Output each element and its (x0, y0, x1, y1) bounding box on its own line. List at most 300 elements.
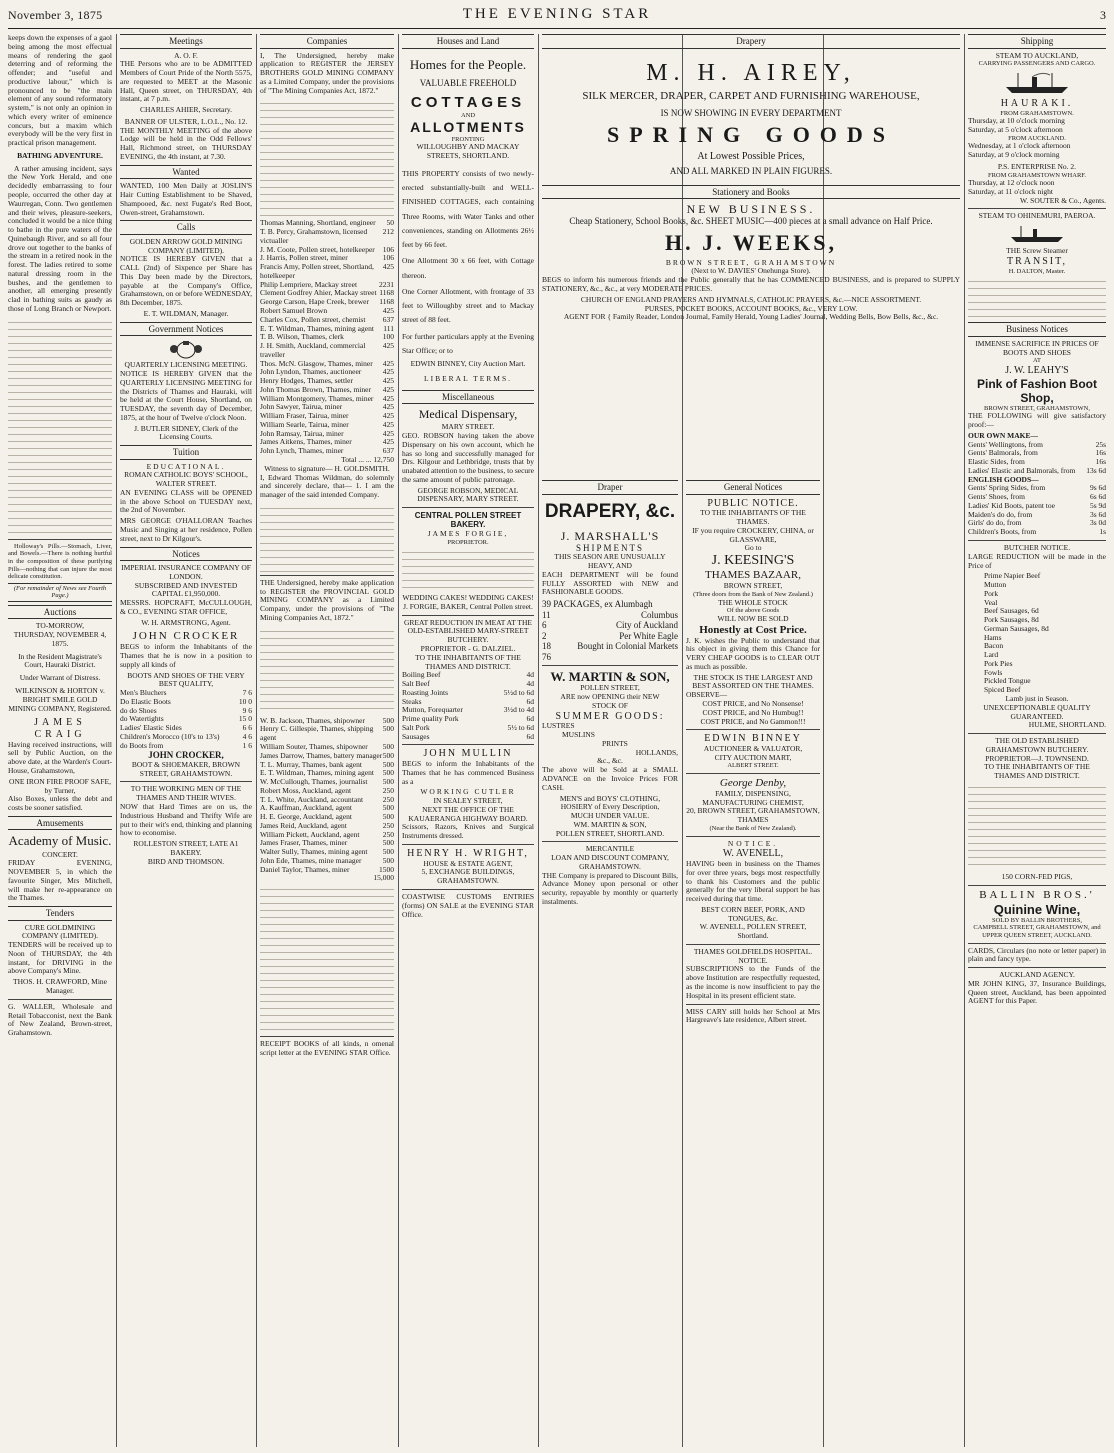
pollen-shortland: POLLEN STREET, SHORTLAND. (555, 828, 665, 838)
tenders-heading: Tenders (8, 906, 112, 921)
shareholder-row: Thomas Manning, Shortland, engineer 50 (260, 218, 394, 228)
bird-thomson: BIRD AND THOMSON. (147, 856, 225, 866)
to-inhabitants: TO THE INHABITANTS OF THE THAMES. (700, 508, 806, 526)
declaration-clauses (260, 502, 394, 572)
steam-auckland: STEAM TO AUCKLAND, (995, 50, 1079, 60)
shareholder-row: Philip Lempriere, Mackay street 2231 (260, 279, 394, 289)
safe-item: ONE IRON FIRE PROOF SAFE, (9, 776, 111, 786)
provincial-application: THE Undersigned, hereby make application to REGISTER the PROVINCIAL GOLD MINING COMPANY as a Limited Company, under the provisions of "The Mining Companies Act, 1872." (260, 577, 394, 622)
butcher-item: Spiced Beef (984, 685, 1021, 695)
meat-row: Salt Pork 5½ to 6d (402, 722, 534, 732)
wildman-signature: E. T. WILDMAN, Manager. (143, 308, 229, 318)
leahy-name: J. W. LEAHY'S (1005, 364, 1069, 376)
declaration: I, Edward Thomas Wildman, do solemnly and sincerely declare, that— 1. I am the manager of the said intended Company. (260, 472, 394, 500)
medical-dispensary: Medical Dispensary, (418, 407, 518, 422)
souter-agents: W. SOUTER & Co., Agents. (1020, 195, 1106, 205)
concert-text: FRIDAY EVENING, NOVEMBER 5, in which the favourite Singer, Mrs Mitchell, will make her re-appearance on the Thames. (8, 858, 112, 903)
price-row: do Boots from 1 6 (120, 740, 252, 750)
educational: EDUCATIONAL. (146, 461, 226, 471)
meat-row: Steaks 6d (402, 696, 534, 706)
following-proof: THE FOLLOWING will give satisfactory proof:— (968, 411, 1106, 430)
hulme: HULME, SHORTLAND. (1028, 720, 1106, 730)
steamship-icon (1002, 71, 1072, 95)
notices-heading: Notices (120, 547, 252, 562)
shareholder-row: James Reid, Auckland, agent 250 (260, 820, 394, 830)
drapery-block (542, 34, 960, 484)
price-row: Ladies' Elastic and Balmorals, from 13s 6d (968, 465, 1106, 475)
golden-arrow: GOLDEN ARROW GOLD MINING COMPANY (LIMITED). (129, 236, 243, 255)
shareholder-row: T. L. White, Auckland, accountant 250 (260, 794, 394, 804)
amusements-heading: Amusements (8, 816, 112, 831)
shareholder-row: William Searle, Tairua, miner 425 (260, 419, 394, 429)
shareholder-row: Daniel Taylor, Thames, miner 1500 (260, 864, 394, 874)
cure-company: CURE GOLDMINING COMPANY (LIMITED). (21, 922, 99, 941)
cheap-stationery: Cheap Stationery, School Books, &c. SHEET MUSIC—400 pieces at a small advance on Half Price. (569, 216, 933, 227)
clothing: MEN'S and BOYS' CLOTHING, (559, 793, 661, 803)
more-news-note: (For remainder of News see Fourth Page.) (8, 583, 112, 602)
auction-text: Having received instructions, will sell by Public Auction, on the above date, at the Warden's Court-House, Grahamstown, (8, 739, 112, 775)
price-row: Ladies' Kid Boots, patent toe 5s 9d (968, 500, 1106, 510)
price-row: Elastic Sides, from 16s (968, 457, 1106, 467)
column-4 (402, 34, 534, 1447)
shareholder-row: W. B. Jackson, Thames, shipowner 500 (260, 715, 394, 725)
shareholder-row: John Thomas Brown, Thames, miner 425 (260, 384, 394, 394)
safe-maker: by Turner, (44, 785, 76, 795)
sacrifice: IMMENSE SACRIFICE IN PRICES OF BOOTS AND SHOES (975, 338, 1099, 357)
mullin-text: BEGS to inform the Inhabitants of the Thames that he has commenced Business as a (402, 759, 534, 786)
jersey-application: I, The Undersigned, hereby make application to REGISTER the JERSEY BROTHERS GOLD MINING COMPANY as a Limited Company, under the provisions of "The Mining Companies Act, 1872." (260, 50, 394, 95)
hauraki: HAURAKI. (1000, 97, 1074, 109)
price-row: Ladies' Elastic Sides 6 6 (120, 723, 252, 733)
lustres: LUSTRES (542, 721, 575, 731)
brown-street: BROWN STREET, GRAHAMSTOWN (665, 257, 837, 267)
price-row: Gents' Shoes, from 6s 6d (968, 492, 1106, 502)
bathing-title: BATHING ADVENTURE. (17, 150, 103, 160)
price-row: Gents' Balmorals, from 16s (968, 448, 1106, 458)
mary-street: MARY STREET. (441, 422, 495, 432)
corn-beef: BEST CORN BEEF, PORK, AND TONGUES, &c. (701, 904, 805, 923)
meat-row: Roasting Joints 5½d to 6d (402, 687, 534, 697)
wedding-cakes: WEDDING CAKES! WEDDING CAKES! (402, 593, 534, 603)
fronting: FRONTING (451, 135, 485, 143)
shares-total: Total ... ... 12,750 (341, 455, 394, 465)
bakery-text (402, 546, 534, 592)
companies-heading: Companies (260, 34, 394, 49)
largest-stock: THE STOCK IS THE LARGEST AND BEST ASSORTED ON THE THAMES. (692, 672, 814, 691)
shareholder-row: John Lyndon, Thames, auctioneer 425 (260, 367, 394, 377)
at: AT (1033, 357, 1041, 365)
shareholder-row: Thos. McN. Glasgow, Thames, miner 425 (260, 358, 394, 368)
butcher-item: Pork (984, 588, 999, 598)
price-row: Do Elastic Boots 10 0 (120, 696, 252, 706)
shareholder-row: Henry C. Gillespie, Thames, shipping agent 500 (260, 724, 394, 743)
keesing-name: J. KEESING'S (711, 553, 795, 569)
butcher-item: Pickled Tongue (984, 676, 1031, 686)
three-doors: (Three doors from the Bank of New Zealand.) (693, 591, 813, 599)
butcher-item: Fowls (984, 667, 1003, 677)
ohinemuri: STEAM TO OHINEMURI, PAEROA. (978, 211, 1096, 221)
bathing-text: A rather amusing incident, says the New York Herald, and one decidedly embarrassing to four people, occurred the other day at Waurregan, Conn. Two gentlemen and their wives, pleasure-seekers, concluded it would be a nice thing to bathe in the pure waters of the Quinebaugh River, and so all four drove out together to the banks of the stream in a retired nook in the forest. The ladies retired to some natural dressing room in the bushes, and the gentlemen to another, all emerging presently clad in bathing suits as gaudy as those of Long Branch or Newport. (8, 163, 112, 313)
hopcraft-agents: MESSRS. HOPCRAFT, McCULLOUGH, & CO., EVENING STAR OFFICE, (120, 598, 252, 616)
calls-heading: Calls (120, 220, 252, 235)
column-1 (8, 34, 112, 1447)
lowest-prices: At Lowest Possible Prices, (697, 150, 805, 162)
drapery-heading: Drapery (542, 34, 960, 49)
auctions-heading: Auctions (8, 605, 112, 620)
own-make: OUR OWN MAKE— (968, 430, 1038, 440)
exchange-buildings: 5, EXCHANGE BUILDINGS, GRAHAMSTOWN. (421, 867, 515, 886)
quarterly-text: NOTICE IS HEREBY GIVEN that the QUARTERLY LICENSING MEETING for the Districts of Thames and Hauraki, will be held at the Court House, Shortland, on TUESDAY, the seventh day of December, 1875, at the hour of Twelve o'clock Noon. (120, 368, 252, 422)
manufacturing-chemist: MANUFACTURING CHEMIST, (702, 797, 804, 807)
sold-by: SOLD BY BALLIN BROTHERS, (991, 916, 1083, 924)
column-2 (120, 34, 252, 1447)
shipping-heading: Shipping (968, 34, 1106, 49)
go-to: Go to (744, 543, 762, 553)
meat-reduction: GREAT REDUCTION IN MEAT AT THE OLD-ESTABLISHED MARY-STREET BUTCHERY. (404, 617, 532, 645)
meat-row: Boiling Beef 4d (402, 670, 534, 680)
aof-text: THE Persons who are to be ADMITTED Members of Court Pride of the North 5575, are requested to MEET at the Masonic Hall, Queen street, on THURSDAY, 4th instant, at 7 p.m. (120, 59, 252, 104)
much-under-value: MUCH UNDER VALUE. (570, 811, 650, 821)
robson-text: GEO. ROBSON having taken the above Dispensary on his own account, which he has so long and successfully managed for Drs. Kilgour and Lethbridge, trusts that by unabated attention to the business, to secure the same amount of public patronage. (402, 430, 534, 484)
leahy-address: BROWN STREET, GRAHAMSTOWN, (984, 404, 1090, 412)
working-men-title: TO THE WORKING MEN OF THE THAMES AND THEIR WIVES. (130, 784, 242, 803)
cottages: COTTAGES (410, 94, 526, 112)
shares-total-2: 15,000 (373, 873, 394, 883)
auctioneer-name: JAMES CRAIG (34, 717, 86, 740)
cost-price-3: COST PRICE, and No Gammon!!! (700, 716, 806, 726)
keesing-text: J. K. wishes the Public to understand that his object in giving them this Chance for VERY CHEAP GOODS is to CLEAR OUT as much as possible. (686, 635, 820, 671)
working-cutler: WORKING CUTLER (420, 787, 516, 797)
column-3 (260, 34, 394, 1447)
shareholder-row: James Darrow, Thames, battery manager 500 (260, 750, 394, 760)
valuable-freehold: VALUABLE FREEHOLD (419, 77, 517, 88)
shareholder-row: George Carson, Hape Creek, brewer 1168 (260, 297, 394, 307)
allotments: ALLOTMENTS (410, 119, 526, 136)
campbell-street: CAMPBELL STREET, GRAHAMSTOWN, and UPPER QUEEN STREET, AUCKLAND. (973, 924, 1101, 939)
shareholder-row: Robert Samuel Brown 425 (260, 306, 394, 315)
from-grahamstown: FROM GRAHAMSTOWN. (1000, 109, 1074, 117)
albert-street: ALBERT STREET. (727, 762, 779, 770)
loan-company: LOAN AND DISCOUNT COMPANY, (551, 853, 669, 863)
airey-name: M. H. AIREY, (646, 59, 856, 86)
coat-of-arms-icon (166, 339, 206, 359)
pollen-street: POLLEN STREET, (580, 683, 640, 693)
next-davies: (Next to W. DAVIES' Onehunga Store). (691, 266, 811, 276)
king-agent: MR JOHN KING, 37, Insurance Buildings, Queen street, Auckland, has been appointed AGENT for this Paper. (968, 978, 1106, 1006)
etc: &c., &c. (597, 756, 623, 766)
cards-ad: CARDS, Circulars (no note or letter paper) in plain and fancy type. (968, 945, 1106, 964)
crocker-name: JOHN CROCKER, (148, 750, 224, 761)
butcher-item: Beef Sausages, 6d (984, 606, 1039, 616)
scissors-text: Scissors, Razors, Knives and Surgical Instruments dressed. (402, 822, 534, 841)
price-row: do Watertights 15 0 (120, 714, 252, 724)
shareholder-row: William Montgomery, Thames, miner 425 (260, 393, 394, 403)
inhabitants-title: TO THE INHABITANTS OF THE THAMES AND DISTRICT. (415, 652, 521, 671)
boot-maker: BOOT & SHOEMAKER, BROWN STREET, GRAHAMSTOWN. (131, 759, 241, 778)
meat-row: Prime quality Pork 6d (402, 714, 534, 724)
corn-fed-pigs: 150 CORN-FED PIGS, (1001, 871, 1073, 881)
auction-place: In the Resident Magistrate's Court, Hauraki District. (18, 651, 102, 670)
column-7 (686, 480, 820, 1447)
government-heading: Government Notices (120, 322, 252, 337)
spring-goods: SPRING GOODS (606, 121, 896, 147)
butcher-item: Veal (984, 597, 998, 607)
forgie-signature: J. FORGIE, BAKER, Central Pollen street. (403, 601, 533, 611)
summer-goods: SUMMER GOODS: (555, 710, 665, 722)
saturday-time: Saturday, at 5 o'clock afternoon (968, 124, 1063, 134)
property-text: THIS PROPERTY consists of two newly-erected substantially-built and WELL-FINISHED COTTAGES, each containing Three Rooms, with Water Tanks and other conveniences, standing on Allotments 26½ feet by 66 feet. (402, 168, 534, 250)
cost-price-1: COST PRICE, and No Nonsense! (702, 698, 804, 708)
from-wharf: FROM GRAHAMSTOWN WHARF. (987, 171, 1087, 179)
academy-title: Academy of Music. (8, 833, 112, 849)
package-row: 39 PACKAGES, ex Alumbagh (542, 599, 653, 610)
hosiery: HOSIERY of Every Description, (560, 802, 660, 812)
bakery-title: CENTRAL POLLEN STREET BAKERY. (414, 511, 522, 530)
robson-signature: GEORGE ROBSON, MEDICAL DISPENSARY, MARY STREET. (417, 485, 519, 504)
stock-of: STOCK OF (592, 700, 628, 710)
purses: PURSES, POCKET BOOKS, ACCOUNT BOOKS, &c., VERY LOW. (644, 303, 858, 313)
holloway-ad: Holloway's Pills.—Stomach, Liver, and Bowels.—There is nothing hurtful in the composition of these purifying Pills—nothing that can injure the most delicate constitution. (8, 542, 112, 581)
ahier-signature: CHARLES AHIER, Secretary. (140, 105, 232, 115)
shareholder-row: John Ede, Thames, mine manager 500 (260, 855, 394, 865)
meat-row: Salt Beef 4d (402, 679, 534, 689)
price-row: Children's Boots, from 1s (968, 527, 1106, 537)
shareholder-row: John Lynch, Thames, miner 637 (260, 446, 394, 456)
imperial-insurance: IMPERIAL INSURANCE COMPANY OF LONDON. (121, 563, 251, 581)
wanted-heading: Wanted (120, 165, 252, 180)
business-heading: Business Notices (968, 322, 1106, 337)
family-dispensing: FAMILY, DISPENSING, (715, 788, 791, 798)
shareholder-row: H. E. George, Auckland, agent 500 (260, 812, 394, 822)
thursday-time: Thursday, at 10 o'clock morning (968, 116, 1065, 126)
wanted-text: WANTED, 100 Men Daily at JOSLIN'S Hair Cutting Establishment to be Shaved, Shampooed, &c. next Fugate's Red Boot, Owen-street, Grahamstown. (120, 181, 252, 217)
transit: TRANSIT, (1007, 256, 1067, 267)
stationery-heading: Stationery and Books (542, 185, 960, 200)
butcher-item: Lard (984, 650, 999, 660)
binney-name: EDWIN BINNEY (704, 733, 802, 745)
public-notice: PUBLIC NOTICE. (707, 497, 799, 509)
butcher-item: Pork Pies (984, 658, 1013, 668)
general-heading: General Notices (686, 480, 820, 495)
butcher-item: Hams (984, 632, 1002, 642)
insurance-capital: SUBSCRIBED AND INVESTED CAPITAL £1,950,000. (134, 580, 238, 599)
shareholder-row: Robert Moss, Auckland, agent 250 (260, 785, 394, 795)
shareholder-row: Francis Amy, Pollen street, Shortland, hotelkeeper 425 (260, 262, 394, 280)
pink-of-fashion: Pink of Fashion Boot Shop, (977, 376, 1097, 405)
column-6 (542, 480, 678, 1447)
shareholder-row: William Souter, Thames, shipowner 500 (260, 741, 394, 751)
shareholders-list-2 (260, 717, 394, 875)
avenell-name: W. AVENELL, (722, 848, 784, 860)
auction-tomorrow: TO-MORROW, (35, 621, 85, 631)
city-auction: CITY AUCTION MART, (714, 752, 792, 762)
agent-for: AGENT FOR { Family Reader, London Journal, Family Herald, Young Ladies' Journal, Wedding Bells, Bow Bells, &c., &c. (563, 312, 939, 322)
butcher-item: Mutton (984, 580, 1007, 590)
prints: PRINTS (602, 738, 628, 748)
martin-signature: WM. MARTIN & SON, (573, 819, 647, 829)
ohalloran-ad: MRS GEORGE O'HALLORAN Teaches Music and Singing at her residence, Pollen street, next to Dr Kilgour's. (120, 516, 252, 543)
townsend-proprietor: PROPRIETOR—J. TOWNSEND. (985, 753, 1089, 763)
evening-class: AN EVENING CLASS will be OPENED in the above School on TUESDAY next, the 2nd of November. (120, 487, 252, 515)
tuition-heading: Tuition (120, 445, 252, 460)
martin-name: W. MARTIN & SON, (550, 669, 670, 685)
package-row: 11 Columbus (542, 609, 678, 620)
butcher-notice: BUTCHER NOTICE. (1003, 542, 1071, 552)
meat-price-list (402, 671, 534, 741)
shipments: SHIPMENTS (575, 542, 644, 553)
quarterly-title: QUARTERLY LICENSING MEETING. (124, 360, 248, 370)
to-inhabitants-8: TO THE INHABITANTS OF THE THAMES AND DISTRICT. (984, 762, 1090, 781)
honestly-cost: Honestly at Cost Price. (699, 623, 807, 636)
avenell-signature: W. AVENELL, POLLEN STREET, Shortland. (699, 922, 807, 941)
loan-text: THE Company is prepared to Discount Bills, Advance Money upon personal or other security, repayable by monthly or quarterly instalments. (542, 870, 678, 906)
small-advance: The above will be Sold at a SMALL ADVANCE on the Invoice Prices FOR CASH. (542, 765, 678, 792)
each-department: EACH DEPARTMENT will be found FULLY ASSORTED with NEW and FASHIONABLE GOODS. (542, 569, 678, 597)
price-row: Gents' Wellingtons, from 25s (968, 439, 1106, 449)
weeks-text: BEGS to inform his numerous friends and the Public generally that he has COMMENCED BUSINESS, and is prepared to SUPPLY STATIONERY, &c., &c., at very MODERATE PRICES. (542, 275, 960, 293)
butcher-list (968, 572, 1106, 695)
showing: IS NOW SHOWING IN EVERY DEPARTMENT (660, 108, 842, 119)
auctioneer-valuator: AUCTIONEER & VALUATOR, (703, 743, 803, 753)
draper-heading: Draper (542, 480, 678, 495)
shareholder-row: John Ramsay, Tairua, miner 425 (260, 428, 394, 438)
butcher-item: Pork Sausages, 8d (984, 615, 1039, 625)
shareholder-row: Clement Godfrey Ahier, Mackay street 1168 (260, 288, 394, 298)
masthead (8, 4, 1106, 29)
shareholders-list (260, 219, 394, 456)
shareholder-row: James Fraser, Thames, miner 500 (260, 838, 394, 848)
saturday-night: Saturday, at 11 o'clock night (968, 186, 1053, 196)
crocker-title: JOHN CROCKER (132, 630, 240, 643)
cary-school: MISS CARY still holds her School at Mrs Hargreave's late residence, Albert street. (686, 1006, 820, 1025)
screw-steamer-icon (1007, 224, 1067, 244)
hospital-title: THAMES GOLDFIELDS HOSPITAL. (693, 946, 813, 956)
dalton: H. DALTON, Master. (1008, 267, 1066, 275)
boots-quality: BOOTS AND SHOES OF THE VERY BEST QUALITY, (127, 670, 245, 689)
boots-price-list (120, 689, 252, 750)
auction-foot: Also Boxes, unless the debt and costs be sooner satisfied. (8, 794, 112, 813)
brown-20: 20, BROWN STREET, GRAHAMSTOWN, THAMES (686, 806, 820, 825)
shareholder-row: Henry Hodges, Thames, settler 425 (260, 376, 394, 386)
waller-ad: G. WALLER, Wholesale and Retail Tobacconist, next the Bank of New Zealand, Brown-street, Grahamstown. (8, 1001, 112, 1038)
shareholder-row: Charles Cox, Pollen street, chemist 637 (260, 314, 394, 324)
shareholder-row: John Sawyer, Tairua, miner 425 (260, 402, 394, 412)
shareholder-row: J. M. Coote, Pollen street, hotelkeeper 106 (260, 244, 394, 254)
one-allotment: One Allotment 30 x 66 feet, with Cottage thereon. (402, 256, 534, 280)
column-8 (968, 34, 1106, 1447)
church-books: CHURCH OF ENGLAND PRAYERS AND HYMNALS, CATHOLIC PRAYERS, &c.—NICE ASSORTMENT. (580, 294, 922, 304)
meat-row: Sausages 6d (402, 731, 534, 741)
price-row: Men's Bluchers 7 6 (120, 688, 252, 698)
thursday-noon: Thursday, at 12 o'clock noon (968, 178, 1055, 188)
shareholder-row: A. Kauffman, Auckland, agent 500 (260, 803, 394, 813)
near-bank: (Near the Bank of New Zealand). (709, 825, 797, 832)
meetings-heading: Meetings (120, 34, 252, 49)
auckland-agency: AUCKLAND AGENCY. (999, 970, 1075, 980)
shareholder-row: Walter Sully, Thames, mining agent 500 (260, 847, 394, 857)
shareholder-row: T. L. Murray, Thames, bank agent 500 (260, 759, 394, 769)
plain-figures: AND ALL MARKED IN PLAIN FIGURES. (669, 166, 833, 177)
shareholder-row: J. Harris, Pollen street, miner 106 (260, 253, 394, 263)
price-row: Maiden's do do, from 3s 6d (968, 509, 1106, 519)
next-office: NEXT THE OFFICE OF THE KAUAERANGA HIGHWAY BOARD. (408, 804, 528, 823)
grahamstown: GRAHAMSTOWN. (579, 861, 641, 871)
aof-title: A. O. F. (174, 50, 198, 60)
own-make-list (968, 441, 1106, 476)
rolleston-address: ROLLESTON STREET, LATE A1 BAKERY. (133, 839, 239, 857)
forgie-proprietor: PROPRIETOR. (447, 538, 489, 546)
carrying: CARRYING PASSENGERS AND CARGO. (978, 60, 1096, 68)
crockery: IF you require CROCKERY, CHINA, or GLASSWARE, (692, 525, 814, 544)
sidney-signature: J. BUTLER SIDNEY, Clerk of the Licensing Courts. (134, 423, 238, 442)
binney-signature: EDWIN BINNEY, City Auction Mart. (410, 359, 526, 369)
butcher-item: Bacon (984, 641, 1004, 651)
mullin-name: JOHN MULLIN (423, 748, 513, 760)
butcher-item: Prime Napier Beef (984, 571, 1041, 581)
avenell-text: HAVING been in business on the Thames for over three years, begs most respectfully to thank his Customers and the public generally for the very liberal support he has received during that time. (686, 859, 820, 904)
observe: OBSERVE— (686, 690, 728, 700)
drapery-title: DRAPERY, &c. (544, 500, 676, 522)
concert-title: CONCERT. (42, 849, 78, 859)
package-row: 2 Per White Eagle (542, 630, 678, 641)
transit-schedule (968, 275, 1106, 319)
article-intro: keeps down the expenses of a gaol being among the most effectual means of rendering the gaol deterring and of reforming the offender; and "useful and productive labour," which is pronounced to be "the main element of any sound reformatory system," is not only an opinion in which every writer of eminence concurs, but a maxim which everybody will be the very first in practical prison management. (8, 34, 112, 148)
shareholder-row: W. McCullough, Thames, journalist 500 (260, 777, 394, 787)
old-established: THE OLD ESTABLISHED GRAHAMSTOWN BUTCHERY. (985, 736, 1089, 754)
article-continuation (8, 316, 112, 536)
cost-price-2: COST PRICE, and No Humbug!! (702, 707, 804, 717)
english-goods: ENGLISH GOODS— (968, 474, 1039, 484)
banner-text: THE MONTHLY MEETING of the above Lodge will be held in the Odd Fellows' Hall, Richmond street, on THURSDAY EVENING, the 4th instant, at 7.30. (120, 125, 252, 161)
houses-heading: Houses and Land (402, 34, 534, 49)
will-now-be-sold: WILL NOW BE SOLD (717, 613, 789, 623)
declaration-2 (260, 883, 394, 1033)
price-row: Gents' Spring Sides, from 9s 6d (968, 483, 1106, 493)
auction-date: THURSDAY, NOVEMBER 4, 1875. (13, 630, 107, 648)
wright-name: HENRY H. WRIGHT, (407, 848, 529, 859)
large-reduction: LARGE REDUCTION will be made in the Price of (968, 551, 1106, 570)
jersey-clauses (260, 97, 394, 217)
shareholder-row: J. H. Smith, Auckland, commercial traveller 425 (260, 341, 394, 359)
package-row: 6 City of Auckland (542, 620, 678, 631)
particulars: For further particulars apply at the Evening Star Office; or to (402, 331, 534, 355)
newspaper-title: THE EVENING STAR (462, 6, 652, 22)
new-business: NEW BUSINESS. (686, 202, 816, 217)
now-opening: ARE now OPENING their NEW (560, 692, 660, 702)
weeks-name: H. J. WEEKS, (665, 229, 837, 255)
miscellaneous-heading: Miscellaneous (402, 390, 534, 405)
of-above-goods: Of the above Goods (726, 607, 780, 615)
hospital-text: SUBSCRIPTIONS to the Funds of the above Institution are respectfully requested, as the income is now insufficient to pay the Hospital in its present efficient state. (686, 964, 820, 1000)
roman-school: ROMAN CATHOLIC BOYS' SCHOOL, (124, 470, 248, 480)
packages-list (542, 599, 678, 662)
forgie-name: JAMES FORGIE, (427, 528, 509, 538)
brown-st: BROWN STREET, (723, 581, 783, 591)
townsend-text (968, 781, 1106, 871)
mercantile: MERCANTILE (585, 844, 635, 854)
package-row: 76 (542, 651, 551, 662)
lamb-season: Lamb just in Season. (1005, 694, 1069, 703)
receipt-books-ad: RECEIPT BOOKS of all kinds, n omenal script letter at the EVENING STAR Office. (260, 1039, 394, 1057)
dalziel: PROPRIETOR - G. DALZIEL. (420, 644, 516, 653)
saturday-time-2: Saturday, at 9 o'clock morning (968, 150, 1060, 160)
armstrong-signature: W. H. ARMSTRONG, Agent. (141, 617, 231, 627)
witness-signature: Witness to signature— H. GOLDSMITH. (264, 463, 390, 473)
corner-allotment: One Corner Allotment, with frontage of 33 feet to Willoughby street and to Mackay street of 88 feet. (402, 286, 534, 325)
golden-text: NOTICE IS HEREBY GIVEN that a CALL (2nd) of Sixpence per Share has This Day been made by the Directors, payable at the Company's Office, Grahamstown, on or before WEDNESDAY, 8th December, 1875. (120, 254, 252, 308)
season-text: THIS SEASON ARE UNUSUALLY HEAVY, AND (554, 552, 666, 571)
shareholder-row: James Aitkens, Thames, miner 425 (260, 437, 394, 447)
